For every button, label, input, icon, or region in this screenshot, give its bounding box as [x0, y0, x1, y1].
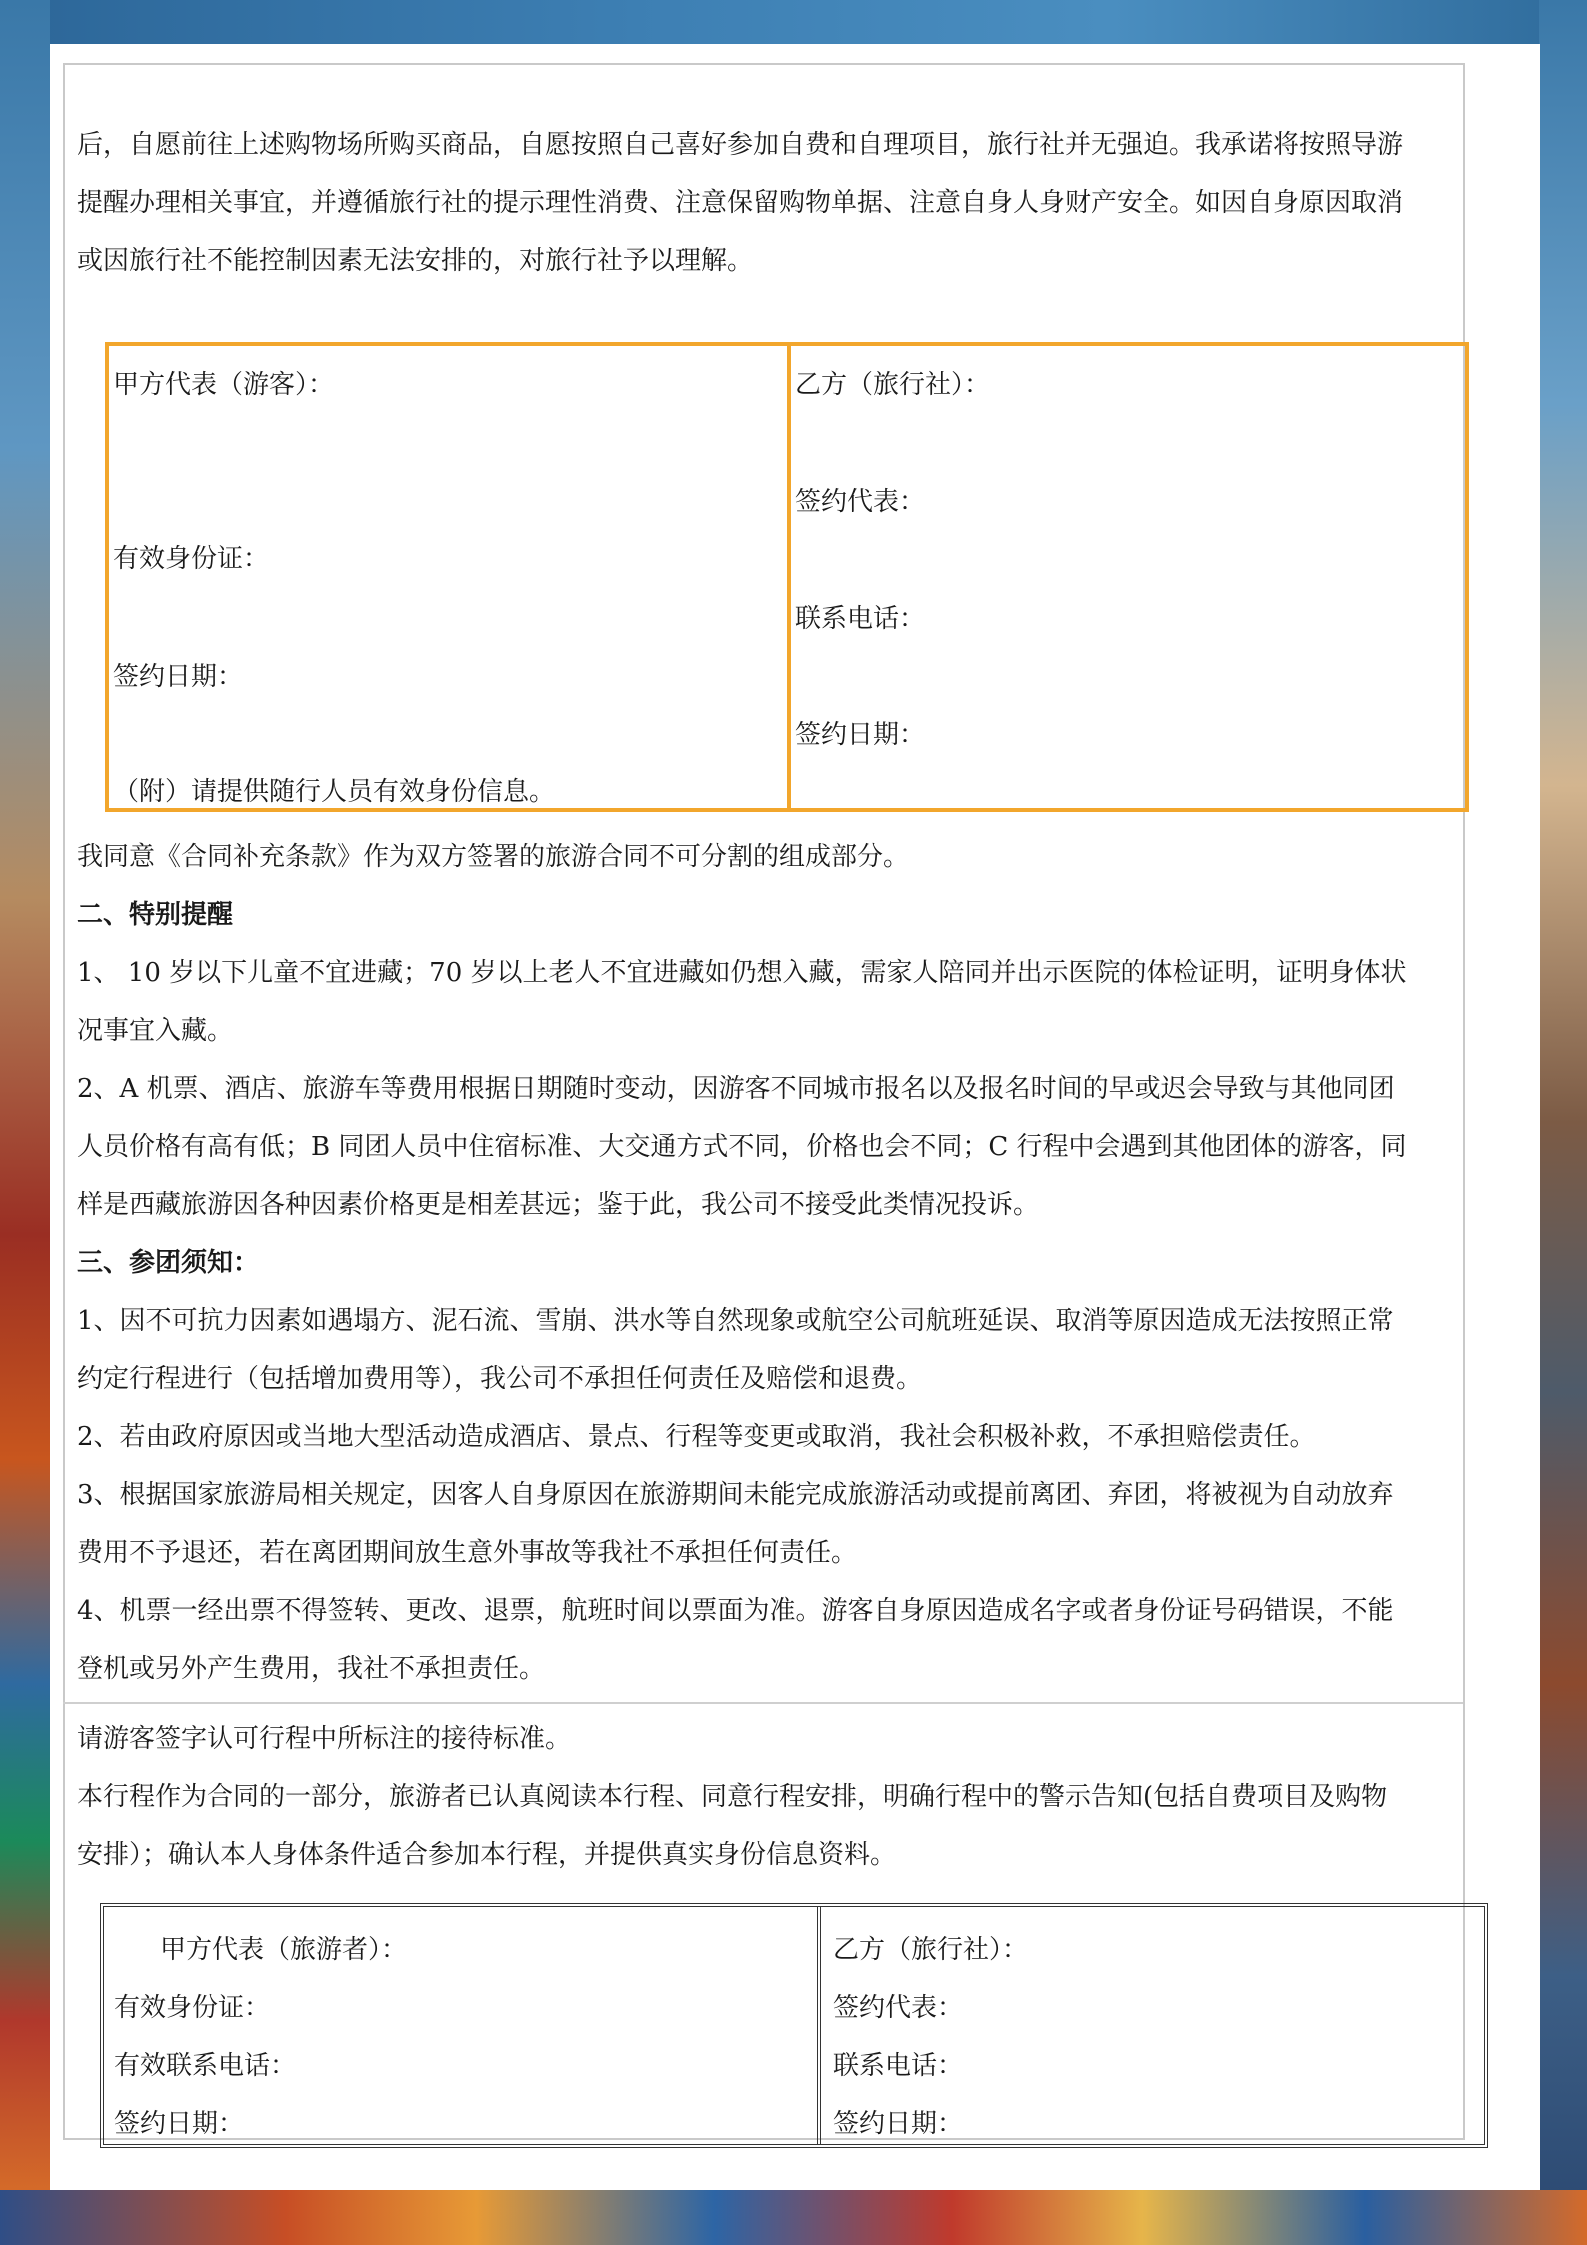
party-b-date-label: 签约日期： [795, 720, 926, 750]
party-b-phone-label: 联系电话： [833, 2051, 964, 2081]
section-2-line: 1、 10 岁以下儿童不宜进藏；70 岁以上老人不宜进藏如仍想入藏，需家人陪同并出示医院的体检证明，证明身体状 [77, 958, 1407, 988]
background-photo-left [0, 0, 50, 2245]
section-2-line: 2、A 机票、酒店、旅游车等费用根据日期随时变动，因游客不同城市报名以及报名时间的早或迟会导致与其他同团 [77, 1074, 1395, 1104]
intro-line-2: 提醒办理相关事宜，并遵循旅行社的提示理性消费、注意保留购物单据、注意自身人身财产安全。如因自身原因取消 [77, 188, 1404, 218]
background-prayer-flags [0, 2190, 1587, 2245]
section-3-line: 2、若由政府原因或当地大型活动造成酒店、景点、行程等变更或取消，我社会积极补救，不承担赔偿责任。 [77, 1422, 1316, 1452]
section-2-title: 二、特别提醒 [77, 900, 234, 930]
agreement-statement: 我同意《合同补充条款》作为双方签署的旅游合同不可分割的组成部分。 [77, 842, 910, 872]
section-2-line: 人员价格有高有低；B 同团人员中住宿标准、大交通方式不同，价格也会不同；C 行程中会遇到其他团体的游客，同 [77, 1132, 1407, 1162]
party-b-label: 乙方（旅行社）： [795, 370, 991, 400]
section-2-line: 样是西藏旅游因各种因素价格更是相差甚远；鉴于此，我公司不接受此类情况投诉。 [77, 1190, 1040, 1220]
signature-table-1-party-b [791, 346, 1465, 808]
section-3-line: 4、机票一经出票不得签转、更改、退票，航班时间以票面为准。游客自身原因造成名字或者身份证号码错误，不能 [77, 1596, 1394, 1626]
background-photo-top [0, 0, 1587, 44]
document-body-2 [77, 828, 1497, 1698]
section-3-line: 3、根据国家旅游局相关规定，因客人自身原因在旅游期间未能完成旅游活动或提前离团、弃团，将被视为自动放弃 [77, 1480, 1394, 1510]
party-b-date-label: 签约日期： [833, 2109, 964, 2139]
closing-line: 安排）；确认本人身体条件适合参加本行程，并提供真实身份信息资料。 [77, 1840, 897, 1870]
section-3-line: 1、因不可抗力因素如遇塌方、泥石流、雪崩、洪水等自然现象或航空公司航班延误、取消等原因造成无法按照正常 [77, 1306, 1394, 1336]
document-body-3 [77, 1710, 1497, 1884]
signature-table-2-party-b [821, 1907, 1484, 2144]
document-body [77, 116, 1497, 290]
section-3-line: 约定行程进行（包括增加费用等），我公司不承担任何责任及赔偿和退费。 [77, 1364, 923, 1394]
party-a-id-label: 有效身份证： [113, 544, 270, 574]
party-a-date-label: 签约日期： [113, 662, 244, 692]
party-b-label: 乙方（旅行社）： [833, 1935, 1029, 1965]
section-3-line: 费用不予退还，若在离团期间放生意外事故等我社不承担任何责任。 [77, 1538, 858, 1568]
party-a-label: 甲方代表（游客）： [113, 370, 335, 400]
signature-table-2 [100, 1903, 1488, 2148]
party-a-phone-label: 有效联系电话： [114, 2051, 297, 2081]
intro-line-1: 后，自愿前往上述购物场所购买商品，自愿按照自己喜好参加自费和自理项目，旅行社并无强迫。我承诺将按照导游 [77, 130, 1404, 160]
signature-table-2-party-a [104, 1907, 821, 2144]
signature-table-1-party-a [109, 346, 791, 808]
party-a-date-label: 签约日期： [114, 2109, 245, 2139]
section-3-title: 三、参团须知： [77, 1248, 260, 1278]
signature-table-1 [105, 342, 1469, 812]
closing-line: 本行程作为合同的一部分，旅游者已认真阅读本行程、同意行程安排，明确行程中的警示告知(包括自费项目及购物 [77, 1782, 1388, 1812]
party-b-rep-label: 签约代表： [795, 487, 926, 517]
divider [63, 1702, 1463, 1704]
section-3-line: 登机或另外产生费用，我社不承担责任。 [77, 1654, 546, 1684]
closing-line: 请游客签字认可行程中所标注的接待标准。 [77, 1724, 572, 1754]
party-b-rep-label: 签约代表： [833, 1993, 964, 2023]
section-2-line: 况事宜入藏。 [77, 1016, 234, 1046]
background-photo-right [1539, 0, 1587, 2245]
party-a-note: （附）请提供随行人员有效身份信息。 [113, 777, 556, 807]
intro-line-3: 或因旅行社不能控制因素无法安排的，对旅行社予以理解。 [77, 246, 754, 276]
party-b-phone-label: 联系电话： [795, 604, 926, 634]
party-a-label: 甲方代表（旅游者）： [160, 1935, 408, 1965]
party-a-id-label: 有效身份证： [114, 1993, 271, 2023]
